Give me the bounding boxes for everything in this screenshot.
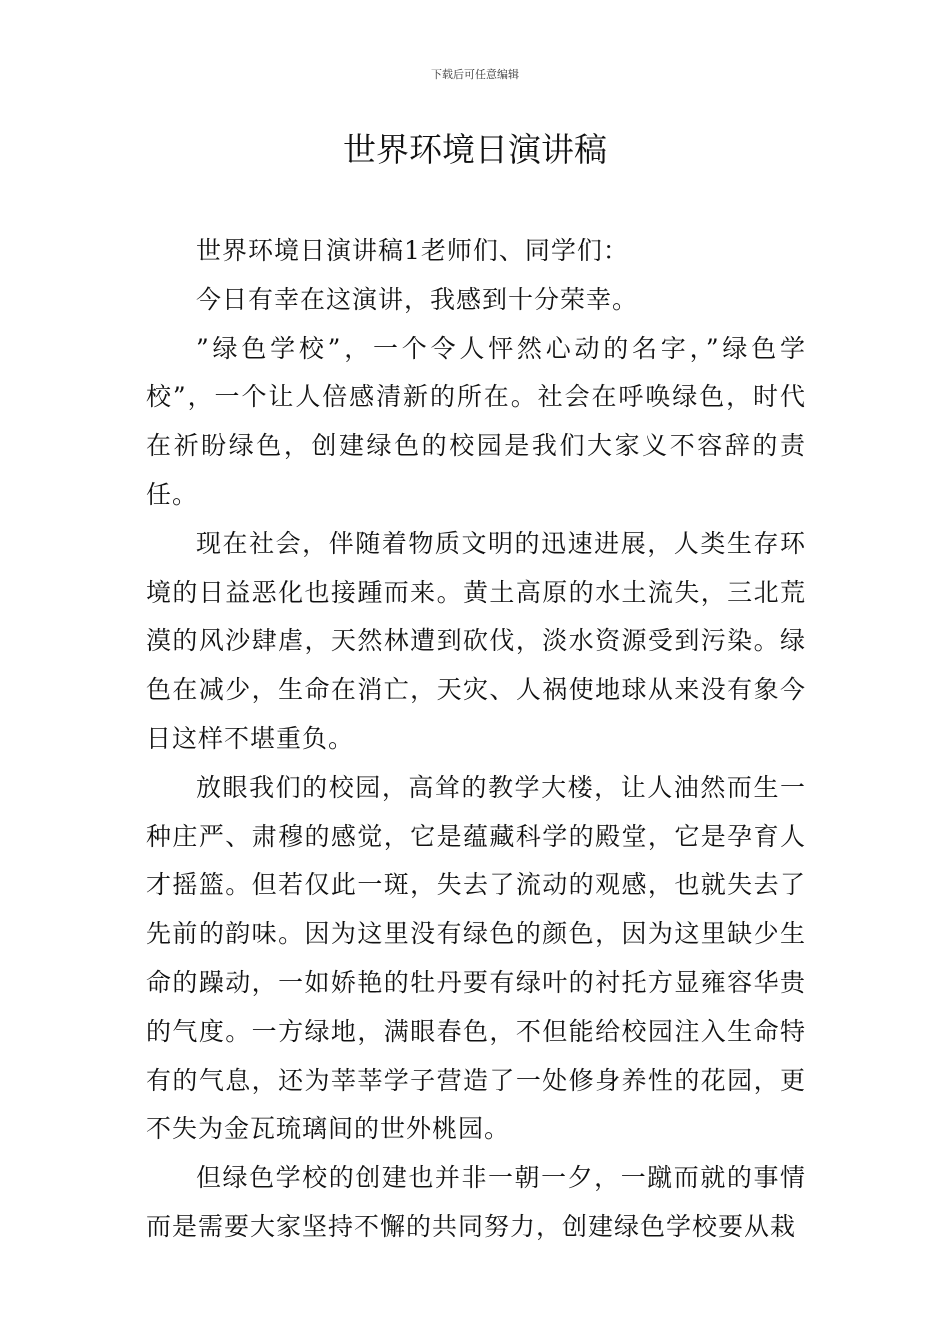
document-body <box>146 227 806 1252</box>
document-title: 世界环境日演讲稿 <box>343 130 607 169</box>
paragraph-4: 现在社会，伴随着物质文明的迅速进展，人类生存环境的日益恶化也接踵而来。黄土高原的水土流失，三北荒漠的风沙肆虐，天然林遭到砍伐，淡水资源受到污染。绿色在减少，生命在消亡，天灾、人祸使地球从来没有象今日这样不堪重负。 <box>146 528 806 753</box>
paragraph-6: 但绿色学校的创建也并非一朝一夕，一蹴而就的事情而是需要大家坚持不懈的共同努力，创建绿色学校要从栽 <box>146 1163 806 1241</box>
paragraph-5: 放眼我们的校园，高耸的教学大楼，让人油然而生一种庄严、肃穆的感觉，它是蕴藏科学的殿堂，它是孕育人才摇篮。但若仅此一斑，失去了流动的观感，也就失去了先前的韵味。因为这里没有绿色的颜色，因为这里缺少生命的躁动，一如娇艳的牡丹要有绿叶的衬托方显雍容华贵的气度。一方绿地，满眼春色，不但能给校园注入生命特有的气息，还为莘莘学子营造了一处修身养性的花园，更不失为金瓦琉璃间的世外桃园。 <box>146 772 806 1144</box>
paragraph-3: ”绿色学校”，一个令人怦然心动的名字，”绿色学校”，一个让人倍感清新的所在。社会在呼唤绿色，时代在祈盼绿色，创建绿色的校园是我们大家义不容辞的责任。 <box>146 333 806 509</box>
paragraph-1: 世界环境日演讲稿1老师们、同学们： <box>196 236 629 265</box>
header-note: 下载后可任意编辑 <box>431 68 519 81</box>
paragraph-2: 今日有幸在这演讲，我感到十分荣幸。 <box>196 284 639 314</box>
